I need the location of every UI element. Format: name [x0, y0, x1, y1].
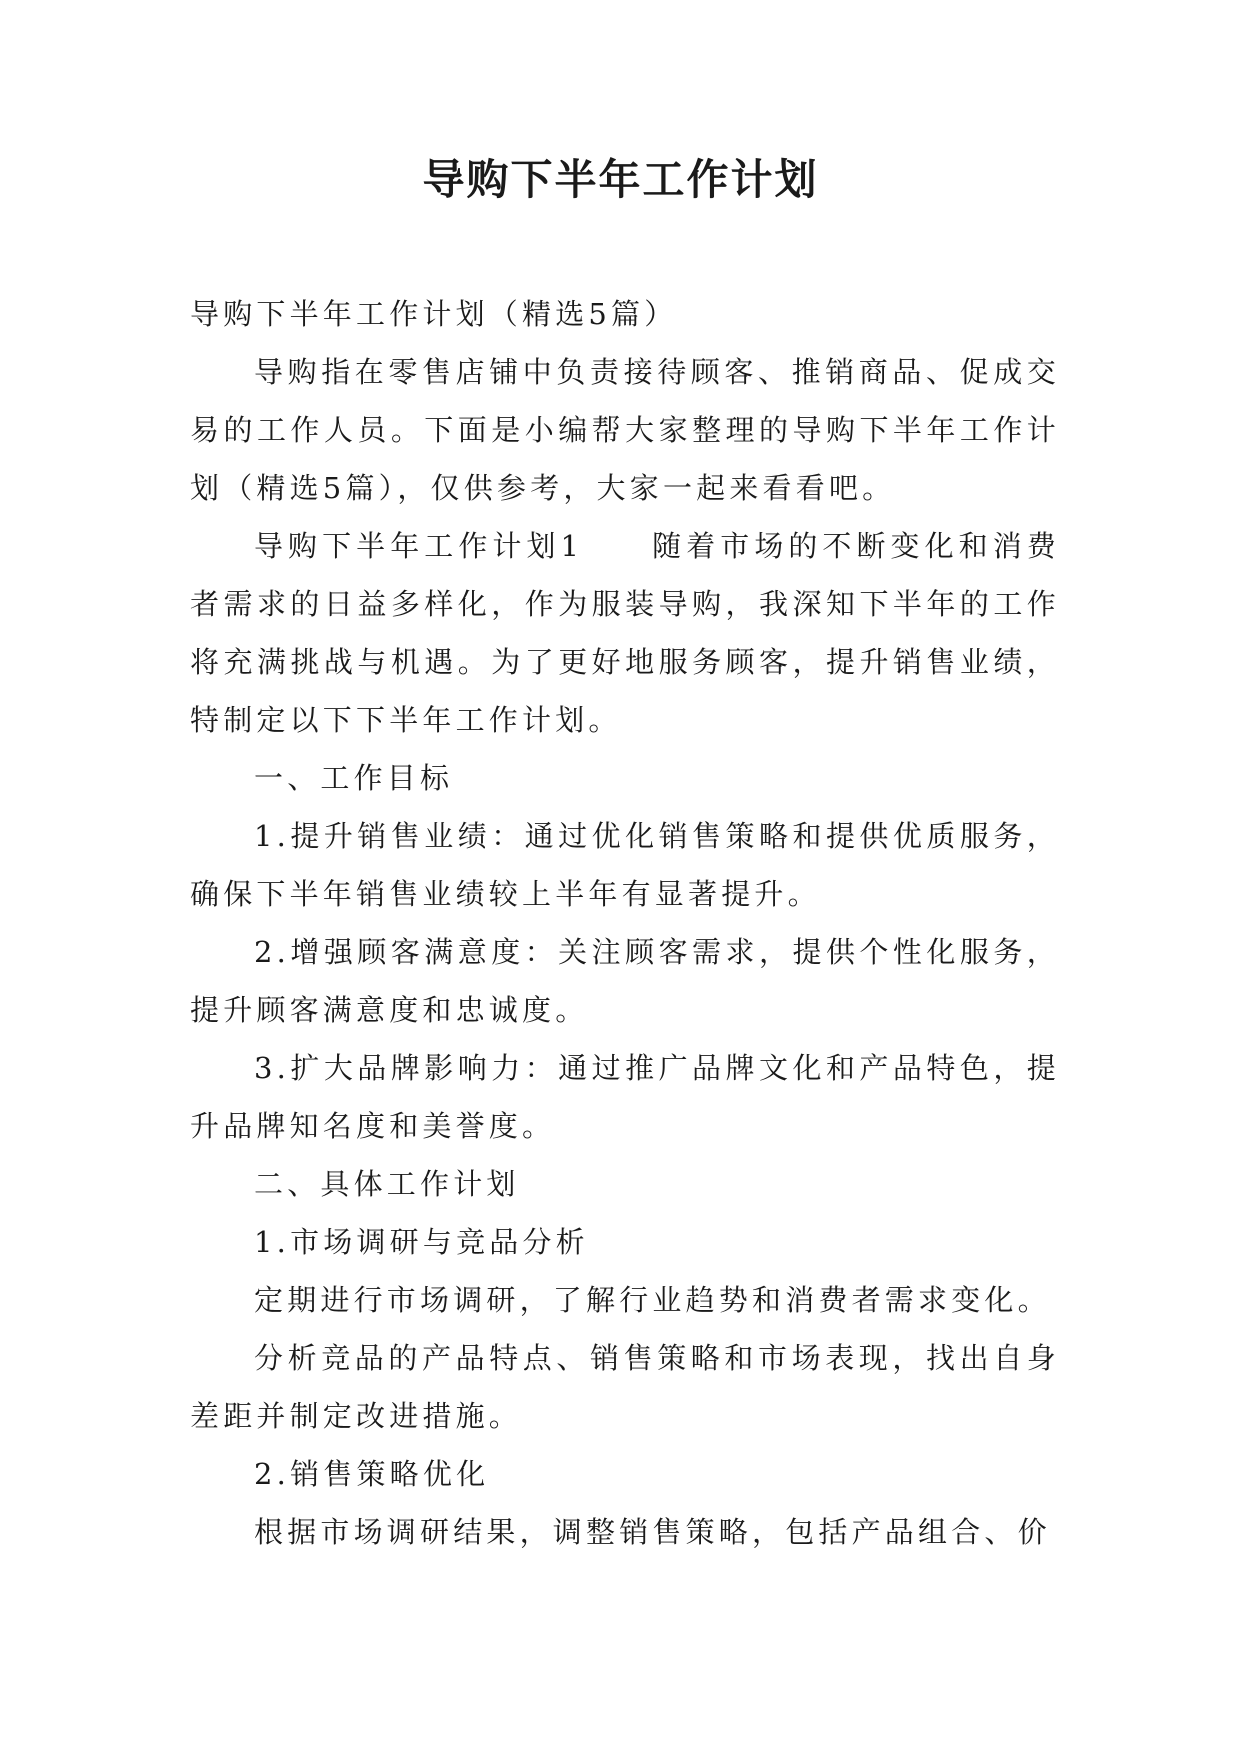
document-body [190, 285, 1060, 1561]
paragraph-goal-3: 3.扩大品牌影响力：通过推广品牌文化和产品特色，提升品牌知名度和美誉度。 [190, 1051, 1060, 1143]
heading-sales-strategy: 2.销售策略优化 [254, 1457, 490, 1491]
heading-specific-plan: 二、具体工作计划 [254, 1167, 520, 1201]
document-subtitle: 导购下半年工作计划（精选5篇） [190, 297, 678, 331]
paragraph-plan-1-intro: 导购下半年工作计划1 随着市场的不断变化和消费者需求的日益多样化，作为服装导购，我深知下半年的工作将充满挑战与机遇。为了更好地服务顾客，提升销售业绩，特制定以下下半年工作计划。 [190, 529, 1060, 737]
paragraph-sales-strategy-1: 根据市场调研结果，调整销售策略，包括产品组合、价 [254, 1515, 1051, 1549]
paragraph-goal-2: 2.增强顾客满意度：关注顾客需求，提供个性化服务，提升顾客满意度和忠诚度。 [190, 935, 1060, 1027]
paragraph-intro: 导购指在零售店铺中负责接待顾客、推销商品、促成交易的工作人员。下面是小编帮大家整理的导购下半年工作计划（精选5篇），仅供参考，大家一起来看看吧。 [190, 355, 1060, 505]
heading-market-research: 1.市场调研与竞品分析 [254, 1225, 589, 1259]
paragraph-market-research-2: 分析竞品的产品特点、销售策略和市场表现，找出自身差距并制定改进措施。 [190, 1341, 1060, 1433]
heading-work-goals: 一、工作目标 [254, 761, 454, 795]
paragraph-market-research-1: 定期进行市场调研，了解行业趋势和消费者需求变化。 [254, 1283, 1051, 1317]
document-title: 导购下半年工作计划 [422, 155, 819, 204]
paragraph-goal-1: 1.提升销售业绩：通过优化销售策略和提供优质服务，确保下半年销售业绩较上半年有显著提升。 [190, 819, 1060, 911]
